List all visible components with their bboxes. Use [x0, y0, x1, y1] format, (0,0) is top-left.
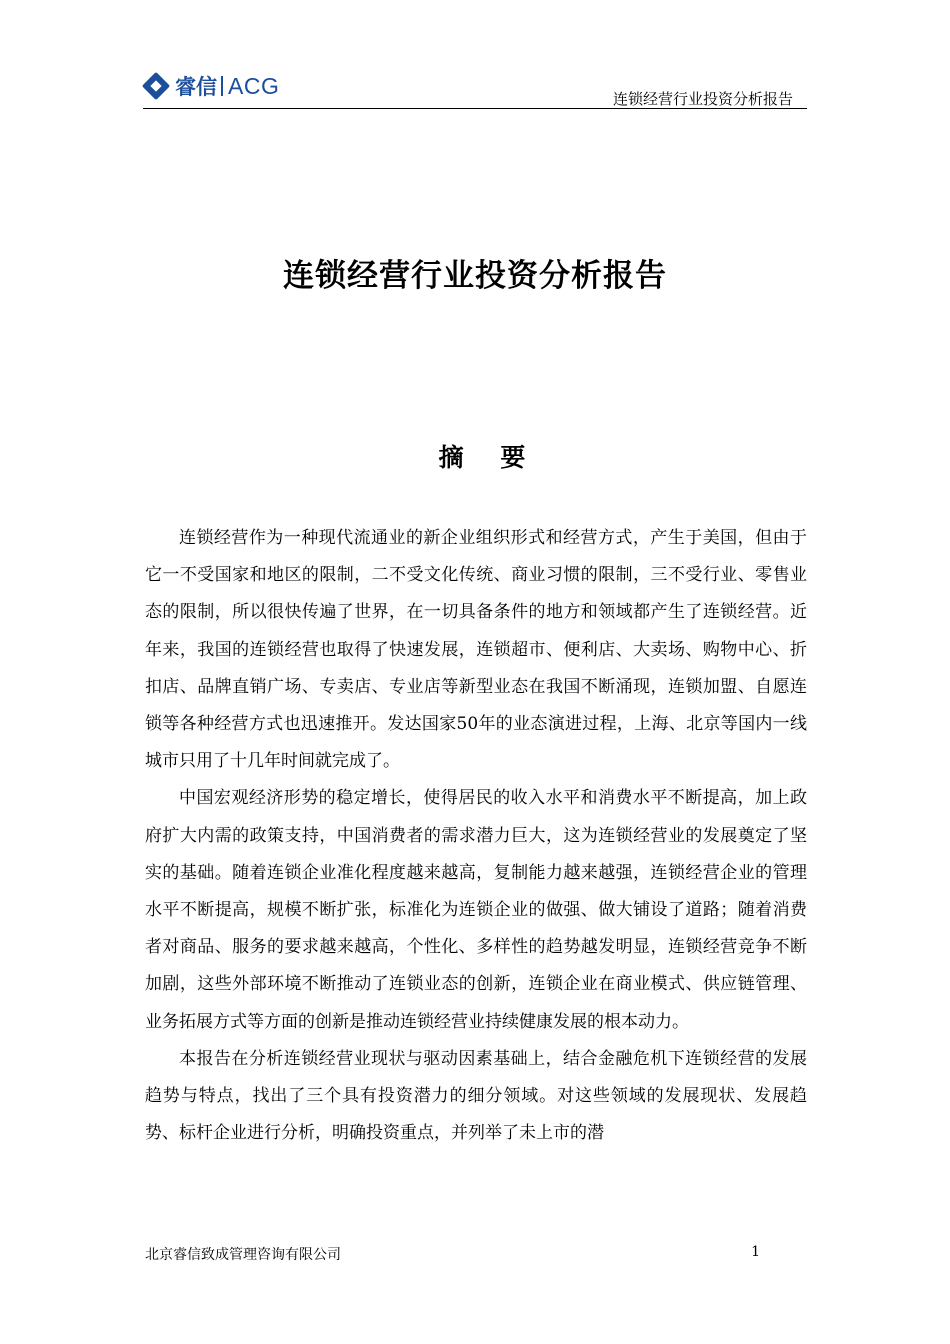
diamond-logo-icon	[143, 73, 169, 99]
logo-text-cn: 睿信	[175, 75, 217, 99]
running-header-title: 连锁经营行业投资分析报告	[612, 90, 793, 108]
logo-text-en: ACG	[228, 72, 280, 99]
page-header	[143, 62, 807, 110]
footer-company: 北京睿信致成管理咨询有限公司	[145, 1247, 341, 1263]
page-number: 1	[751, 1244, 760, 1260]
company-logo	[143, 66, 279, 106]
paragraph-1: 连锁经营作为一种现代流通业的新企业组织形式和经营方式，产生于美国，但由于它一不受国家和地区的限制，二不受文化传统、商业习惯的限制，三不受行业、零售业态的限制，所以很快传遍了世界，在一切具备条件的地方和领域都产生了连锁经营。近年来，我国的连锁经营也取得了快速发展，连锁超市、便利店、大卖场、购物中心、折扣店、品牌直销广场、专卖店、专业店等新型业态在我国不断涌现，连锁加盟、自愿连锁等各种经营方式也迅速推开。发达国家50年的业态演进过程，上海、北京等国内一线城市只用了十几年时间就完成了。	[145, 528, 807, 772]
abstract-body	[145, 520, 807, 1152]
abstract-heading: 摘 要	[438, 443, 540, 472]
logo-divider	[221, 76, 223, 96]
paragraph-3: 本报告在分析连锁经营业现状与驱动因素基础上，结合金融危机下连锁经营的发展趋势与特点，找出了三个具有投资潜力的细分领域。对这些领域的发展现状、发展趋势、标杆企业进行分析，明确投资重点，并列举了未上市的潜	[145, 1048, 807, 1144]
header-rule	[143, 108, 807, 109]
document-title: 连锁经营行业投资分析报告	[283, 258, 667, 294]
paragraph-2: 中国宏观经济形势的稳定增长，使得居民的收入水平和消费水平不断提高，加上政府扩大内需的政策支持，中国消费者的需求潜力巨大，这为连锁经营业的发展奠定了坚实的基础。随着连锁企业准化程度越来越高，复制能力越来越强，连锁经营企业的管理水平不断提高，规模不断扩张，标准化为连锁企业的做强、做大铺设了道路；随着消费者对商品、服务的要求越来越高，个性化、多样性的趋势越发明显，连锁经营竞争不断加剧，这些外部环境不断推动了连锁业态的创新，连锁企业在商业模式、供应链管理、业务拓展方式等方面的创新是推动连锁经营业持续健康发展的根本动力。	[145, 788, 807, 1032]
